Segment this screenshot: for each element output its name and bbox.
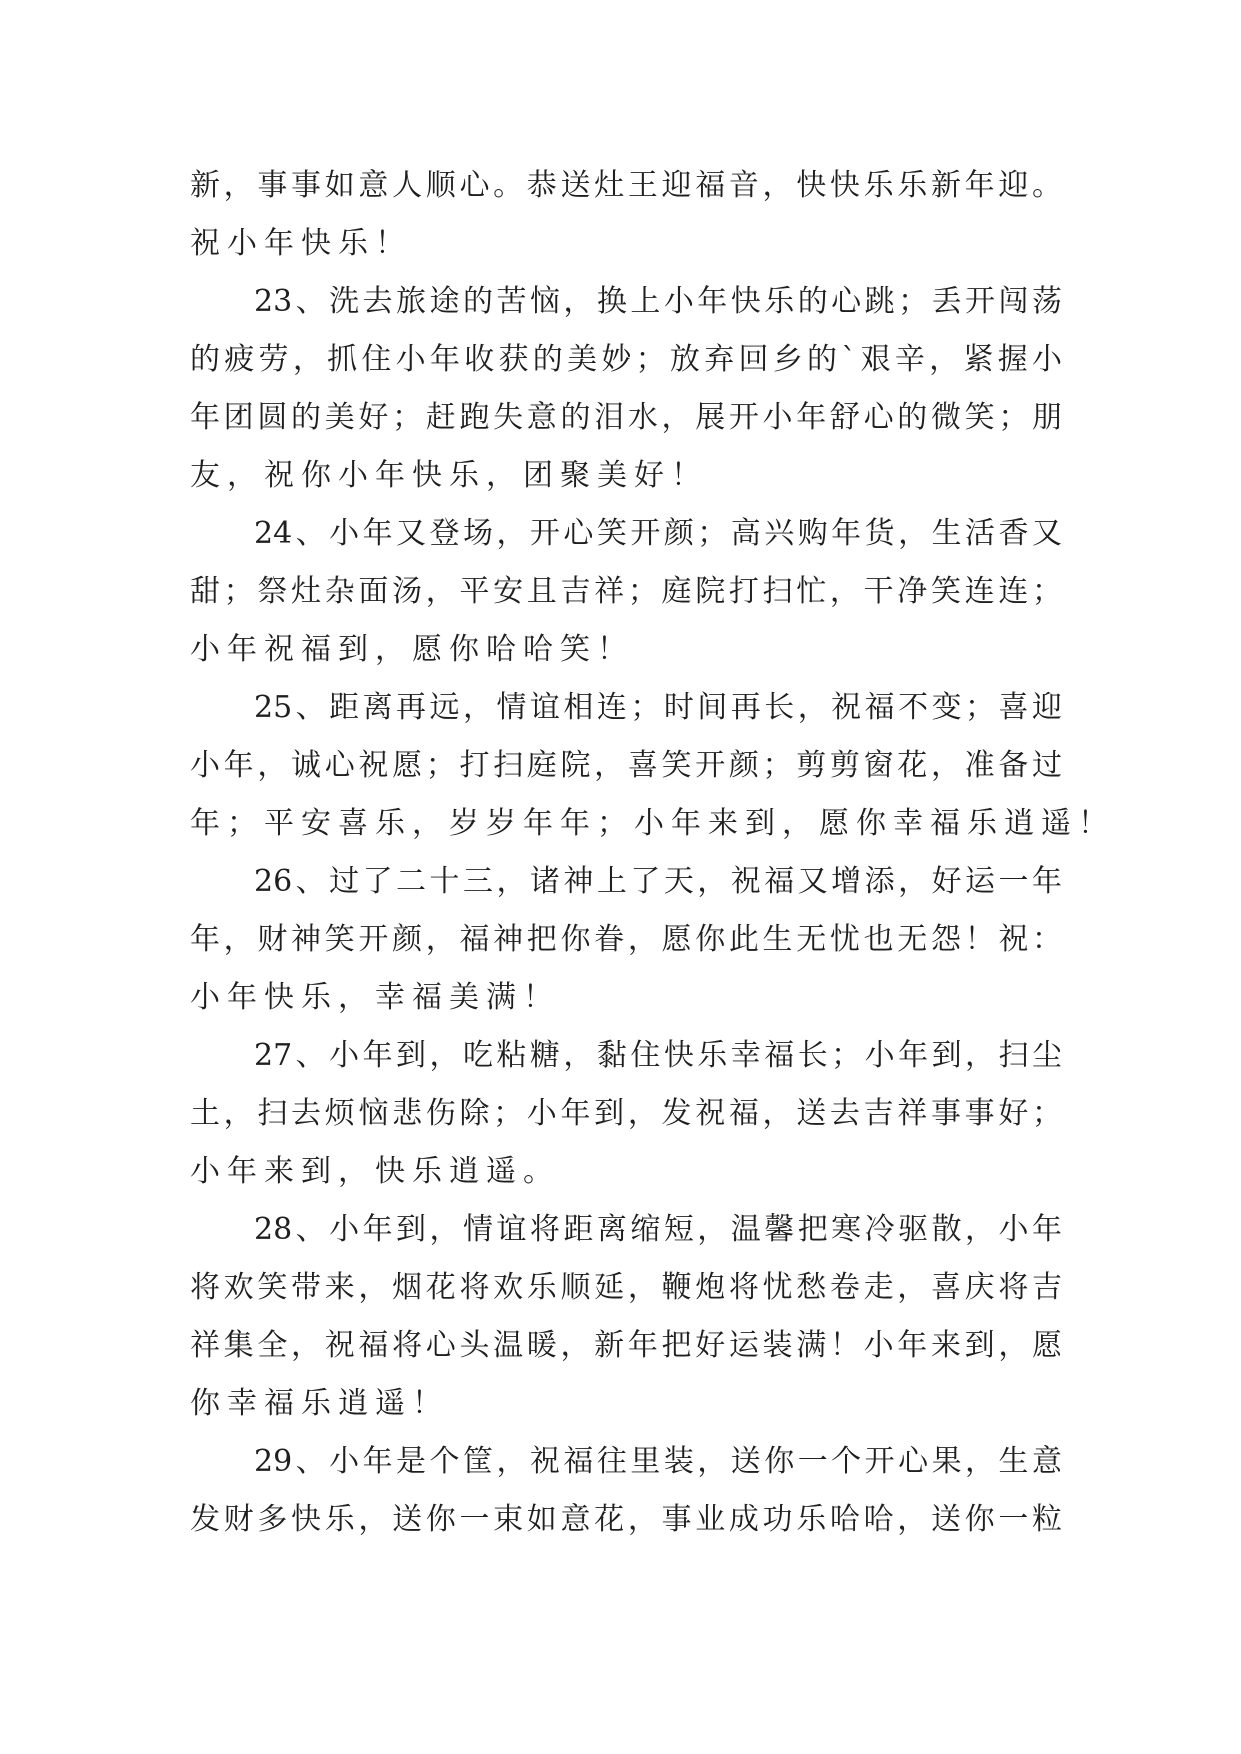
- paragraph-23: [190, 273, 1062, 505]
- paragraph-29: [190, 1433, 1062, 1549]
- text-line: 你幸福乐逍遥！: [190, 1386, 449, 1421]
- paragraph-24: [190, 505, 1062, 679]
- text-line: 祥集全，祝福将心头温暖，新年把好运装满！小年来到，愿: [190, 1328, 1062, 1363]
- text-line: 25、距离再远，情谊相连；时间再长，祝福不变；喜迎: [254, 690, 1062, 725]
- paragraph-26: [190, 853, 1062, 1027]
- text-line: 土，扫去烦恼悲伤除；小年到，发祝福，送去吉祥事事好；: [190, 1096, 1062, 1131]
- text-line: 发财多快乐，送你一束如意花，事业成功乐哈哈，送你一粒: [190, 1502, 1062, 1537]
- text-line: 将欢笑带来，烟花将欢乐顺延，鞭炮将忧愁卷走，喜庆将吉: [190, 1270, 1062, 1305]
- text-line: 27、小年到，吃粘糖，黏住快乐幸福长；小年到，扫尘: [254, 1038, 1062, 1073]
- text-line: 的疲劳，抓住小年收获的美妙；放弃回乡的`艰辛，紧握小: [190, 342, 1062, 377]
- text-line: 29、小年是个筐，祝福往里装，送你一个开心果，生意: [254, 1444, 1062, 1479]
- text-line: 28、小年到，情谊将距离缩短，温馨把寒冷驱散，小年: [254, 1212, 1062, 1247]
- text-line: 小年来到，快乐逍遥。: [190, 1154, 560, 1189]
- paragraph-27: [190, 1027, 1062, 1201]
- text-line: 年，财神笑开颜，福神把你眷，愿你此生无忧也无怨！祝：: [190, 922, 1062, 957]
- text-line: 年；平安喜乐，岁岁年年；小年来到，愿你幸福乐逍遥！: [190, 806, 1115, 841]
- text-line: 祝小年快乐！: [190, 226, 412, 261]
- text-line: 友，祝你小年快乐，团聚美好！: [190, 458, 708, 493]
- document-body: [190, 157, 1115, 1549]
- paragraph-25: [190, 679, 1115, 853]
- text-line: 26、过了二十三，诸神上了天，祝福又增添，好运一年: [254, 864, 1062, 899]
- paragraph-22-continuation: [190, 157, 1062, 273]
- text-line: 甜；祭灶杂面汤，平安且吉祥；庭院打扫忙，干净笑连连；: [190, 574, 1062, 609]
- paragraph-28: [190, 1201, 1062, 1433]
- text-line: 年团圆的美好；赶跑失意的泪水，展开小年舒心的微笑；朋: [190, 400, 1062, 435]
- text-line: 24、小年又登场，开心笑开颜；高兴购年货，生活香又: [254, 516, 1062, 551]
- text-line: 小年，诚心祝愿；打扫庭院，喜笑开颜；剪剪窗花，准备过: [190, 748, 1062, 783]
- text-line: 小年快乐，幸福美满！: [190, 980, 560, 1015]
- text-line: 新，事事如意人顺心。恭送灶王迎福音，快快乐乐新年迎。: [190, 168, 1062, 203]
- text-line: 23、洗去旅途的苦恼，换上小年快乐的心跳；丢开闯荡: [254, 284, 1062, 319]
- text-line: 小年祝福到，愿你哈哈笑！: [190, 632, 634, 667]
